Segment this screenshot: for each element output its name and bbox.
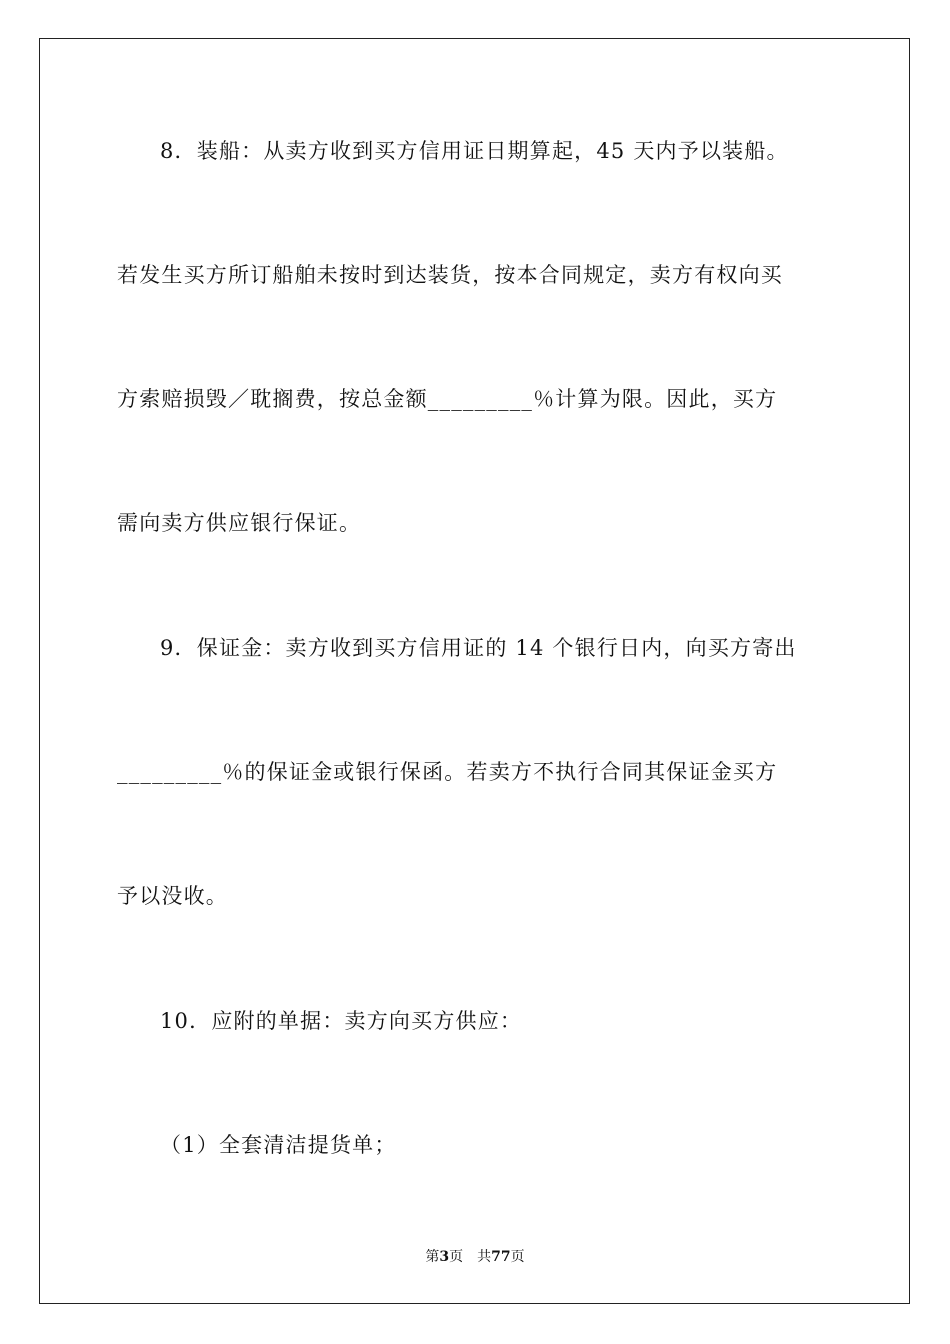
paragraph-shipment-line-3: 方索赔损毁／耽搁费，按总金额_________％计算为限。因此，买方 xyxy=(117,387,778,411)
paragraph-documents: 10．应附的单据：卖方向买方供应： xyxy=(160,1009,523,1033)
paragraph-deposit: 9．保证金：卖方收到买方信用证的 14 个银行日内，向买方寄出 xyxy=(160,636,797,660)
page-suffix: 页 xyxy=(449,1249,464,1265)
total-pages: 77 xyxy=(491,1249,511,1265)
paragraph-shipment-line-2: 若发生买方所订船舶未按时到达装货，按本合同规定，卖方有权向买 xyxy=(117,263,783,287)
total-prefix: 共 xyxy=(477,1249,492,1265)
page-footer xyxy=(0,1248,950,1266)
list-item-bill-of-lading: （1）全套清洁提货单； xyxy=(160,1133,397,1157)
total-suffix: 页 xyxy=(510,1249,525,1265)
paragraph-deposit-line-2: _________％的保证金或银行保函。若卖方不执行合同其保证金买方 xyxy=(117,760,778,784)
paragraph-shipment-line-4: 需向卖方供应银行保证。 xyxy=(117,511,362,535)
paragraph-deposit-line-3: 予以没收。 xyxy=(117,884,228,908)
paragraph-shipment: 8．装船：从卖方收到买方信用证日期算起，45 天内予以装船。 xyxy=(160,139,789,163)
page-number: 3 xyxy=(439,1249,450,1265)
page-frame xyxy=(39,38,910,1304)
page-prefix: 第 xyxy=(425,1249,440,1265)
